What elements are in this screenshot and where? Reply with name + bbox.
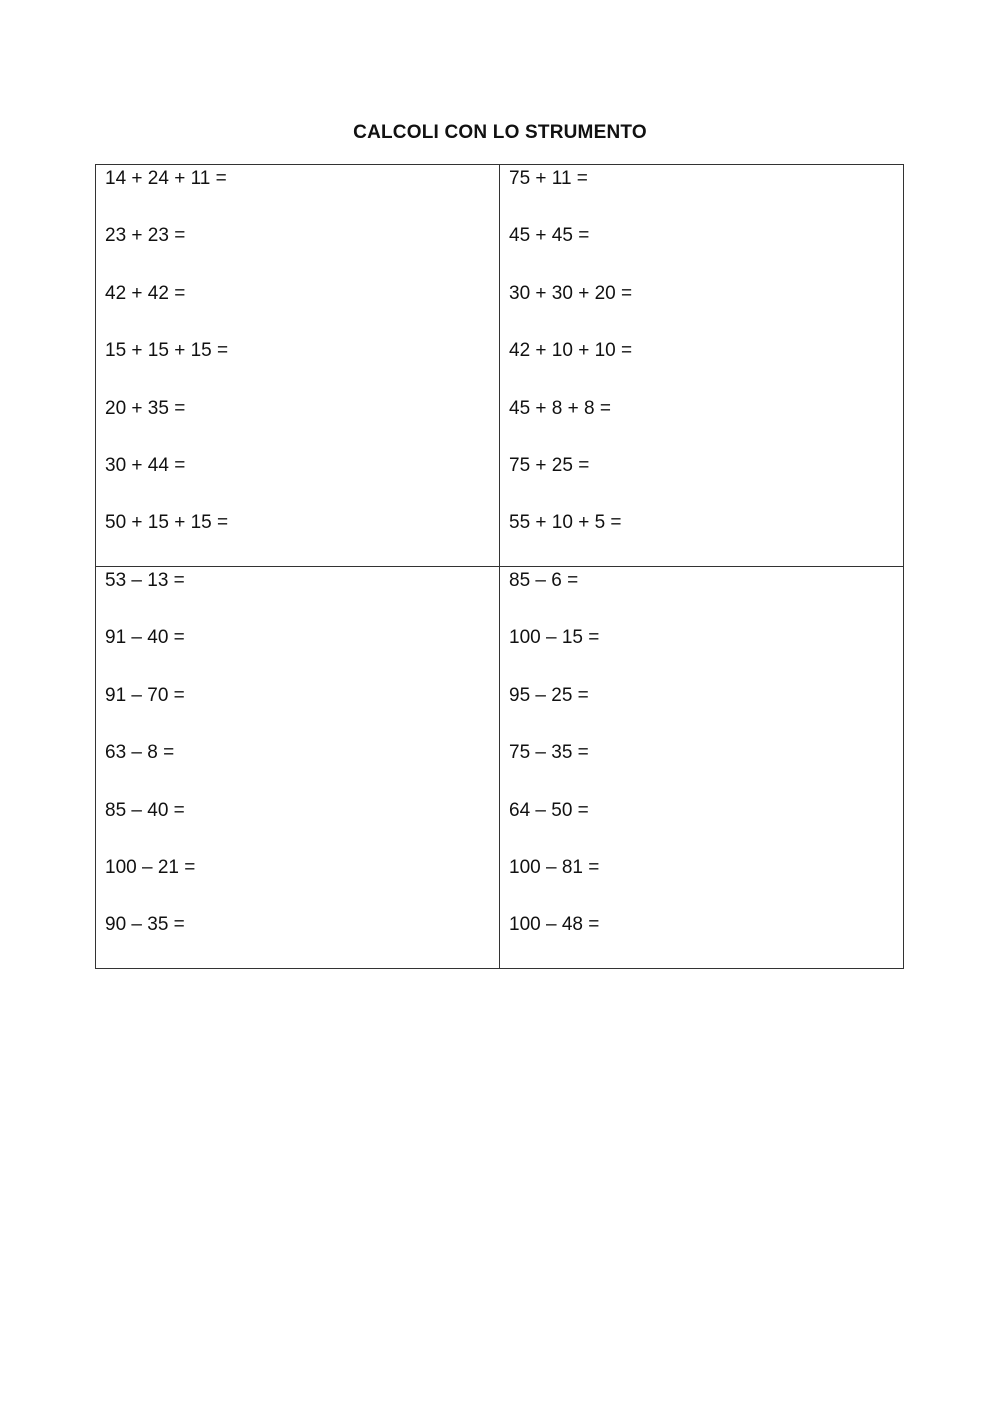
addition-cell-left [105, 167, 500, 569]
exercise-item: 75 + 25 = [509, 454, 590, 476]
exercise-item: 64 – 50 = [509, 799, 589, 821]
exercise-item: 45 + 8 + 8 = [509, 397, 611, 419]
exercise-item: 42 + 42 = [105, 282, 186, 304]
exercise-item: 75 – 35 = [509, 742, 589, 764]
page-title: CALCOLI CON LO STRUMENTO [353, 122, 647, 143]
exercise-item: 30 + 44 = [105, 454, 186, 476]
subtraction-cell-left [105, 569, 500, 971]
exercise-item: 14 + 24 + 11 = [105, 168, 227, 189]
exercise-item: 30 + 30 + 20 = [509, 282, 633, 304]
exercise-item: 100 – 81 = [509, 856, 600, 878]
subtraction-cell-right [509, 569, 904, 971]
exercise-item: 100 – 21 = [105, 856, 196, 878]
exercise-table [95, 164, 904, 969]
exercise-item: 90 – 35 = [105, 914, 185, 936]
exercise-item: 100 – 15 = [509, 627, 600, 649]
exercise-item: 55 + 10 + 5 = [509, 512, 622, 534]
exercise-item: 85 – 6 = [509, 570, 579, 591]
exercise-item: 42 + 10 + 10 = [509, 340, 633, 362]
exercise-item: 53 – 13 = [105, 570, 185, 591]
exercise-item: 45 + 45 = [509, 225, 590, 247]
exercise-item: 20 + 35 = [105, 397, 186, 419]
exercise-item: 95 – 25 = [509, 684, 589, 706]
exercise-item: 63 – 8 = [105, 742, 175, 764]
exercise-item: 50 + 15 + 15 = [105, 512, 229, 534]
addition-cell-right [509, 167, 904, 569]
exercise-item: 91 – 40 = [105, 627, 185, 649]
exercise-item: 91 – 70 = [105, 684, 185, 706]
exercise-item: 15 + 15 + 15 = [105, 340, 229, 362]
exercise-item: 23 + 23 = [105, 225, 186, 247]
exercise-item: 85 – 40 = [105, 799, 185, 821]
exercise-item: 100 – 48 = [509, 914, 600, 936]
exercise-item: 75 + 11 = [509, 168, 588, 189]
